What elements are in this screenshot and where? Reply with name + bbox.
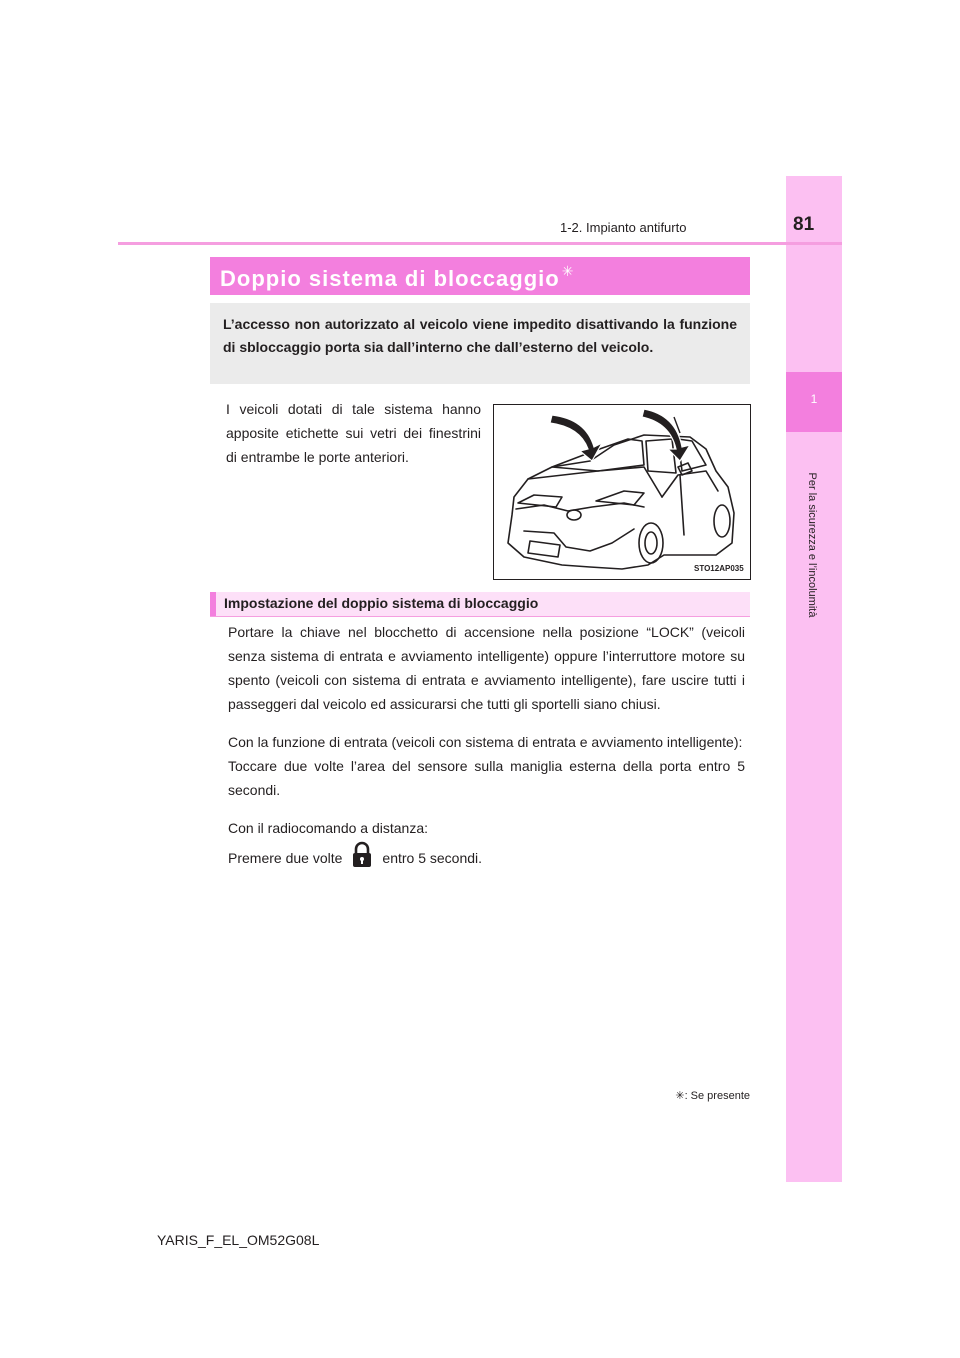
paragraph-lock-procedure: Portare la chiave nel blocchetto di accensione nella posizione “LOCK” (veicoli senza sistema di entrata e avviamento intelligente) oppure l’interruttore motore su spento (veicoli con sistema di entrata e avviamento intelligente), fare uscire tutti i passeggeri dal veicolo ed assicurarsi che tutti gli sportelli siano chiusi. [228, 624, 745, 712]
chapter-title: Per la sicurezza e l’incolumità [806, 472, 818, 618]
page-number: 81 [793, 214, 815, 235]
summary-text: L’accesso non autorizzato al veicolo viene impedito disattivando la funzione di sbloccaggio porta sia dall’interno che dall’esterno del veicolo. [223, 316, 737, 355]
section-heading-bar [210, 592, 216, 616]
car-illustration [493, 404, 751, 580]
footnote-marker: ✳ [675, 1090, 685, 1102]
remote-label: Con il radiocomando a distanza: [228, 820, 429, 836]
header-rule [118, 242, 842, 245]
document-code-footer: YARIS_F_EL_OM52G08L [157, 1232, 320, 1248]
chapter-number: 1 [810, 392, 818, 406]
page-title [220, 263, 574, 292]
summary-box [210, 303, 750, 384]
paragraph-entry-function [228, 730, 745, 802]
entry-function-instruction: Toccare due volte l’area del sensore sulla maniglia esterna della porta entro 5 secondi. [228, 758, 745, 798]
car-drawing [494, 405, 750, 579]
optional-marker: ✳ [561, 263, 575, 279]
lock-icon [348, 840, 376, 875]
chapter-side-tab [786, 176, 842, 1182]
remote-instruction-end: entro 5 secondi. [382, 850, 483, 866]
section-heading-rule [210, 616, 750, 617]
entry-function-label: Con la funzione di entrata (veicoli con sistema di entrata e avviamento intelligente): [228, 734, 743, 750]
remote-instruction-start: Premere due volte [228, 850, 343, 866]
remote-instruction [228, 840, 745, 875]
page-title-text: Doppio sistema di bloccaggio [220, 266, 560, 291]
intro-paragraph: I veicoli dotati di tale sistema hanno apposite etichette sui vetri dei finestrini di entrambe le porte anteriori. [226, 401, 481, 465]
footnote-text: : Se presente [684, 1090, 750, 1102]
paragraph-remote [228, 816, 745, 875]
running-header-section: 1-2. Impianto antifurto [560, 220, 687, 235]
section-heading: Impostazione del doppio sistema di bloccaggio [224, 595, 539, 611]
figure-code: STO12AP035 [694, 564, 744, 573]
footnote [600, 1089, 750, 1102]
